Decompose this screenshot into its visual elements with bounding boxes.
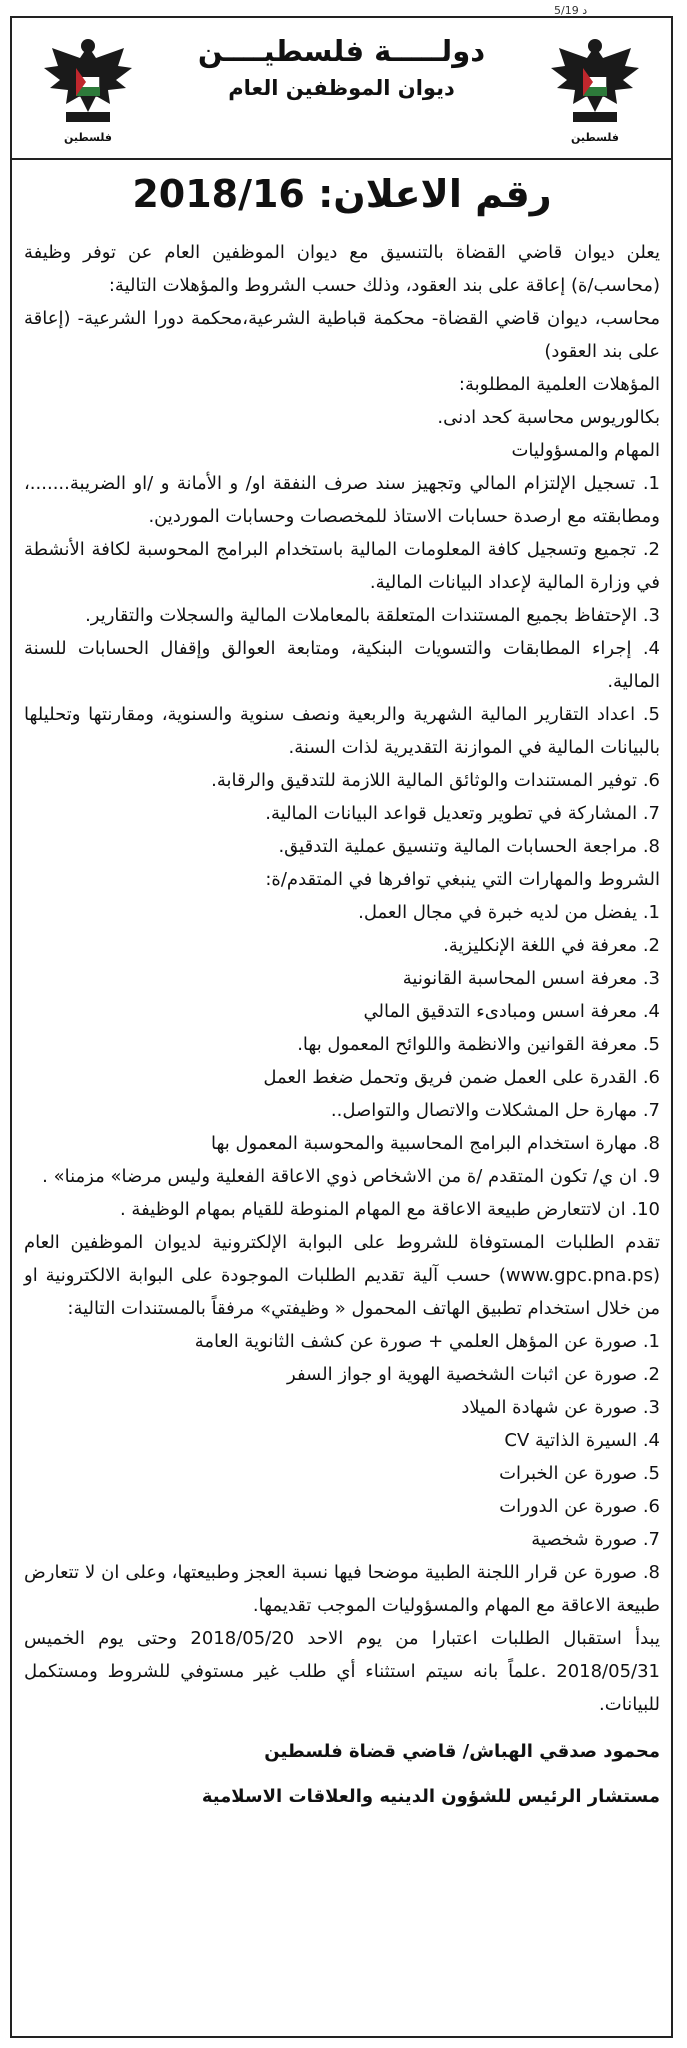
list-item — [24, 1424, 660, 1457]
palestinian-eagle-emblem-icon — [547, 32, 643, 144]
list-item-number: 5. — [642, 1463, 660, 1484]
list-item-number: 6. — [642, 770, 660, 791]
list-item-text: صورة عن قرار اللجنة الطبية موضحا فيها نسبة العجز وطبيعتها، وعلى ان لا تتعارض طبيعة الاعاقة مع المهام والمسؤوليات الموجب تقديمها. — [24, 1562, 660, 1616]
list-item — [24, 467, 660, 533]
list-item-text: تسجيل الإلتزام المالي وتجهيز سند صرف النفقة او/ و الأمانة و /او الضريبة.......، ومطابقته مع ارصدة حسابات الاستاذ للمخصصات وحسابات الموردين. — [24, 473, 660, 527]
list-item — [24, 1523, 660, 1556]
list-item-number: 7. — [642, 1100, 660, 1121]
documents-list — [24, 1325, 660, 1622]
closing-paragraph: يبدأ استقبال الطلبات اعتبارا من يوم الاحد 2018/05/20 وحتى يوم الخميس 2018/05/31 .علماً بانه سيتم استثناء أي طلب غير مستوفي للشروط ومستكمل للبيانات. — [24, 1628, 660, 1715]
list-item-text: توفير المستندات والوثائق المالية اللازمة للتدقيق والرقابة. — [211, 770, 638, 791]
list-item — [24, 599, 660, 632]
list-item — [24, 1127, 660, 1160]
list-item-number: 8. — [642, 1133, 660, 1154]
qualification-text: بكالوريوس محاسبة كحد ادنى. — [437, 407, 660, 428]
emblem-label: فلسطين — [571, 131, 619, 144]
list-item-number: 8. — [642, 836, 660, 857]
list-item-number: 1. — [642, 1331, 660, 1352]
duties-list — [24, 467, 660, 863]
list-item-text: مهارة استخدام البرامج المحاسبية والمحوسبة المعمول بها — [210, 1133, 638, 1154]
list-item — [24, 632, 660, 698]
list-item-number: 10. — [631, 1199, 660, 1220]
list-item-number: 3. — [642, 1397, 660, 1418]
list-item-text: صورة عن شهادة الميلاد — [461, 1397, 638, 1418]
list-item-text: صورة عن الدورات — [499, 1496, 638, 1517]
list-item-number: 8. — [642, 1562, 660, 1583]
list-item-number: 4. — [642, 638, 660, 659]
submission-paragraph: تقدم الطلبات المستوفاة للشروط على البوابة الإلكترونية لديوان الموظفين العام (www.gpc.pna.ps) حسب آلية تقديم الطلبات الموجودة على البوابة الالكترونية او من خلال استخدام تطبيق الهاتف المحمول « وظيفتي» مرفقاً بالمستندات التالية: — [24, 1232, 660, 1319]
list-item — [24, 1094, 660, 1127]
announcement-number: رقم الاعلان: 2018/16 — [132, 172, 552, 216]
list-item-number: 3. — [642, 605, 660, 626]
list-item-number: 2. — [642, 1364, 660, 1385]
intro-paragraph: يعلن ديوان قاضي القضاة بالتنسيق مع ديوان الموظفين العام عن توفر وظيفة (محاسب/ة) إعاقة على بند العقود، وذلك حسب الشروط والمؤهلات التالية: — [24, 242, 660, 296]
signature-name: محمود صدقي الهباش/ قاضي قضاة فلسطين — [264, 1741, 660, 1762]
list-item — [24, 764, 660, 797]
list-item-number: 7. — [642, 1529, 660, 1550]
list-item-number: 6. — [642, 1496, 660, 1517]
list-item — [24, 1490, 660, 1523]
list-item-text: صورة عن الخبرات — [499, 1463, 638, 1484]
list-item-text: معرفة في اللغة الإنكليزية. — [443, 935, 638, 956]
list-item-text: المشاركة في تطوير وتعديل قواعد البيانات المالية. — [265, 803, 638, 824]
announcement-header — [10, 16, 673, 160]
list-item-text: القدرة على العمل ضمن فريق وتحمل ضغط العمل — [263, 1067, 638, 1088]
palestinian-eagle-emblem-icon — [40, 32, 136, 144]
conditions-list — [24, 896, 660, 1226]
list-item — [24, 1193, 660, 1226]
bureau-name: ديوان الموظفين العام — [228, 76, 455, 100]
list-item — [24, 896, 660, 929]
conditions-heading: الشروط والمهارات التي ينبغي توافرها في المتقدم/ة: — [265, 869, 660, 890]
list-item-text: مراجعة الحسابات المالية وتنسيق عملية التدقيق. — [278, 836, 638, 857]
announcement-body — [24, 172, 660, 1813]
list-item — [24, 1061, 660, 1094]
list-item — [24, 698, 660, 764]
list-item-text: الإحتفاظ بجميع المستندات المتعلقة بالمعاملات المالية والسجلات والتقارير. — [85, 605, 638, 626]
list-item-number: 4. — [642, 1430, 660, 1451]
list-item — [24, 797, 660, 830]
list-item — [24, 1028, 660, 1061]
list-item — [24, 995, 660, 1028]
signature-title: مستشار الرئيس للشؤون الدينيه والعلاقات الاسلامية — [201, 1786, 660, 1807]
list-item — [24, 533, 660, 599]
list-item — [24, 1325, 660, 1358]
list-item-number: 5. — [642, 1034, 660, 1055]
list-item-number: 3. — [642, 968, 660, 989]
list-item-text: صورة عن اثبات الشخصية الهوية او جواز السفر — [287, 1364, 638, 1385]
list-item-number: 7. — [642, 803, 660, 824]
duties-heading: المهام والمسؤوليات — [511, 440, 660, 461]
list-item-number: 1. — [642, 902, 660, 923]
list-item — [24, 830, 660, 863]
list-item — [24, 929, 660, 962]
list-item-text: صورة شخصية — [531, 1529, 638, 1550]
list-item-text: يفضل من لديه خبرة في مجال العمل. — [358, 902, 638, 923]
list-item-text: معرفة القوانين والانظمة واللوائح المعمول بها. — [297, 1034, 638, 1055]
list-item-text: اعداد التقارير المالية الشهرية والربعية ونصف سنوية والسنوية، ومقارنتها وتحليلها بالبيانات المالية في الموازنة التقديرية لذات السنة. — [24, 704, 660, 758]
qualifications-heading: المؤهلات العلمية المطلوبة: — [458, 374, 660, 395]
list-item-number: 1. — [642, 473, 660, 494]
list-item-text: إجراء المطابقات والتسويات البنكية، ومتابعة العوالق وإقفال الحسابات للسنة المالية. — [24, 638, 660, 692]
list-item-number: 2. — [642, 539, 660, 560]
list-item-number: 4. — [642, 1001, 660, 1022]
emblem-label: فلسطين — [64, 131, 112, 144]
list-item-text: صورة عن المؤهل العلمي + صورة عن كشف الثانوية العامة — [194, 1331, 638, 1352]
list-item-number: 2. — [642, 935, 660, 956]
list-item-text: مهارة حل المشكلات والاتصال والتواصل.. — [330, 1100, 638, 1121]
list-item — [24, 1160, 660, 1193]
state-name: دولـــــة فلسطيــــن — [197, 34, 486, 68]
list-item — [24, 1556, 660, 1622]
list-item-text: ان لاتتعارض طبيعة الاعاقة مع المهام المنوطة للقيام بمهام الوظيفة . — [119, 1199, 626, 1220]
position-line: محاسب، ديوان قاضي القضاة- محكمة قباطية الشرعية،محكمة دورا الشرعية- (إعاقة على بند العقود) — [24, 308, 660, 362]
list-item-text: ان ي/ تكون المتقدم /ة من الاشخاص ذوي الاعاقة الفعلية وليس مرضا» مزمنا» . — [42, 1166, 638, 1187]
list-item-text: معرفة اسس المحاسبة القانونية — [402, 968, 638, 989]
header-titles — [150, 34, 533, 100]
list-item — [24, 1457, 660, 1490]
list-item — [24, 1358, 660, 1391]
list-item-text: السيرة الذاتية CV — [504, 1430, 638, 1451]
list-item-text: معرفة اسس ومبادىء التدقيق المالي — [363, 1001, 638, 1022]
list-item-text: تجميع وتسجيل كافة المعلومات المالية باستخدام البرامج المحوسبة لكافة الأنشطة في وزارة المالية لإعداد البيانات المالية. — [24, 539, 660, 593]
list-item-number: 5. — [642, 704, 660, 725]
list-item-number: 9. — [642, 1166, 660, 1187]
page-reference: 5/19 د — [554, 4, 588, 17]
list-item — [24, 1391, 660, 1424]
list-item — [24, 962, 660, 995]
list-item-number: 6. — [642, 1067, 660, 1088]
